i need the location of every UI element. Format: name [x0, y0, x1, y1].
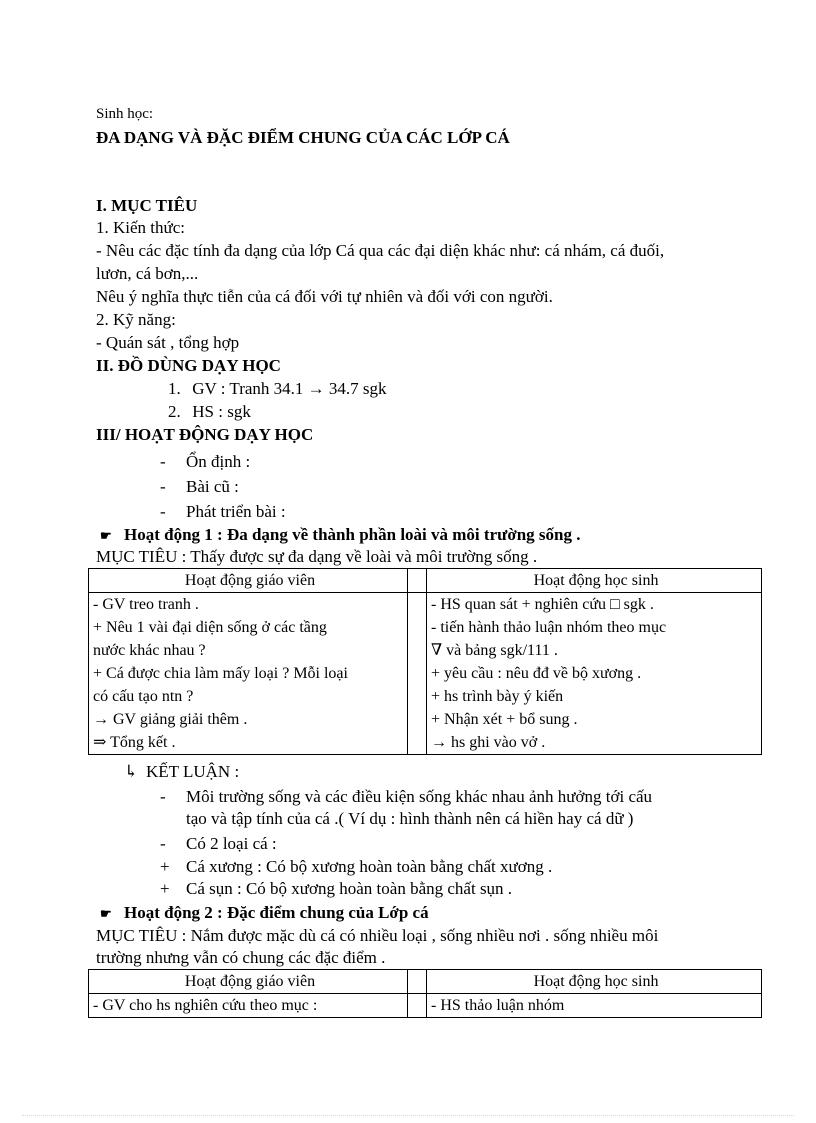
teacher-activities-cell [89, 593, 408, 755]
conclusion-label [124, 762, 239, 782]
table-header-row [89, 970, 762, 994]
knowledge-line: lươn, cá bơn,... [96, 264, 199, 283]
conclusion-item [160, 857, 552, 877]
materials-item [168, 379, 387, 399]
section-objectives-heading: I. MỤC TIÊU [96, 196, 198, 215]
spacer-column [408, 569, 427, 593]
activity1-heading-text: Hoạt động 1 : Đa dạng về thành phần loài và môi trường sống . [124, 525, 581, 544]
activities-item: - Phát triển bài : [160, 502, 286, 521]
materials-item [168, 402, 251, 422]
activities-item-text: Bài cũ : [186, 477, 239, 496]
conclusion-item-text: Có 2 loại cá : [186, 834, 277, 853]
student-column-header: Hoạt động học sinh [427, 569, 762, 593]
conclusion-item-text: Môi trường sống và các điều kiện sống khác nhau ảnh hưởng tới cấu [186, 787, 653, 806]
activity1-table [88, 568, 762, 755]
table-header-row [89, 569, 762, 593]
subject-label: Sinh học: [96, 106, 154, 122]
cell-line: + yêu cầu : nêu đđ về bộ xương . [431, 665, 642, 682]
conclusion-item [160, 834, 277, 854]
cell-line: ⇒ Tổng kết . [93, 734, 176, 751]
activity2-table [88, 969, 762, 1018]
cell-line: - HS thảo luận nhóm [431, 997, 565, 1014]
spacer-cell [408, 593, 427, 755]
cell-line: → hs ghi vào vở . [431, 734, 546, 751]
item-mark: + [160, 879, 170, 898]
activity2-objective: trường nhưng vẫn có chung các đặc điểm . [96, 948, 386, 967]
cell-line: → GV giảng giải thêm . [93, 711, 248, 728]
cell-line: ∇ và bảng sgk/111 . [431, 642, 558, 659]
teacher-column-header: Hoạt động giáo viên [89, 970, 408, 994]
student-activities-cell [427, 593, 762, 755]
activity2-objective: MỤC TIÊU : Nắm được mặc dù cá có nhiều loại , sống nhiều nơi . sống nhiều môi [96, 926, 659, 945]
spacer-cell [408, 994, 427, 1018]
cell-line: + Nhận xét + bổ sung . [431, 711, 578, 728]
skills-item: - Quán sát , tổng hợp [96, 333, 240, 352]
materials-item-number: 1. [168, 379, 181, 398]
table-row [89, 593, 762, 755]
materials-item-number: 2. [168, 402, 181, 421]
student-column-header: Hoạt động học sinh [427, 970, 762, 994]
conclusion-item-text: Cá sụn : Có bộ xương hoàn toàn bằng chất sụn . [186, 879, 513, 898]
activity2-heading [100, 903, 429, 923]
activity1-heading [100, 525, 581, 545]
page-bottom-divider [22, 1115, 794, 1116]
section-activities-heading: III/ HOẠT ĐỘNG DẠY HỌC [96, 425, 314, 444]
skills-label: 2. Kỹ năng: [96, 310, 176, 329]
cell-line: + hs trình bày ý kiến [431, 688, 564, 705]
cell-line: - tiến hành thảo luận nhóm theo mục [431, 619, 667, 636]
teacher-activities-cell [89, 994, 408, 1018]
activity2-heading-text: Hoạt động 2 : Đặc điểm chung của Lớp cá [124, 903, 429, 922]
materials-item-text: GV : Tranh 34.1 → 34.7 sgk [192, 379, 387, 398]
page-title: ĐA DẠNG VÀ ĐẶC ĐIỂM CHUNG CỦA CÁC LỚP CÁ [96, 128, 510, 147]
section-materials-heading: II. ĐỒ DÙNG DẠY HỌC [96, 356, 281, 375]
conclusion-item-text: Cá xương : Có bộ xương hoàn toàn bằng chất xương . [186, 857, 553, 876]
item-mark: + [160, 857, 170, 876]
activities-item: - Ổn định : [160, 452, 251, 471]
activities-item: - Bài cũ : [160, 477, 239, 496]
hooked-arrow-icon: ↳ [124, 762, 139, 781]
cell-line: nước khác nhau ? [93, 642, 206, 659]
knowledge-line: Nêu ý nghĩa thực tiễn của cá đối với tự nhiên và đối với con người. [96, 287, 553, 306]
item-mark: - [160, 834, 166, 853]
cell-line: - HS quan sát + nghiên cứu □ sgk . [431, 596, 654, 613]
conclusion-item [160, 787, 652, 807]
teacher-column-header: Hoạt động giáo viên [89, 569, 408, 593]
materials-item-text: HS : sgk [192, 402, 251, 421]
cell-line: - GV cho hs nghiên cứu theo mục : [93, 997, 318, 1014]
student-activities-cell [427, 994, 762, 1018]
activities-item-text: Phát triển bài : [186, 502, 286, 521]
cell-line: - GV treo tranh . [93, 596, 199, 613]
pointing-hand-icon: ☛ [100, 528, 112, 543]
cell-line: + Cá được chia làm mấy loại ? Mỗi loại [93, 665, 348, 682]
cell-line: + Nêu 1 vài đại diện sống ở các tầng [93, 619, 327, 636]
spacer-column [408, 970, 427, 994]
conclusion-item-continuation: tạo và tập tính của cá .( Ví dụ : hình thành nên cá hiền hay cá dữ ) [186, 809, 634, 828]
conclusion-item [160, 879, 512, 899]
cell-line: có cấu tạo ntn ? [93, 688, 194, 705]
item-mark: - [160, 787, 166, 806]
pointing-hand-icon: ☛ [100, 906, 112, 921]
knowledge-label: 1. Kiến thức: [96, 218, 186, 237]
table-row [89, 994, 762, 1018]
activities-item-text: Ổn định : [186, 452, 251, 471]
conclusion-label-text: KẾT LUẬN : [146, 762, 240, 781]
knowledge-line: - Nêu các đặc tính đa dạng của lớp Cá qua các đại diện khác như: cá nhám, cá đuối, [96, 241, 665, 260]
activity1-objective: MỤC TIÊU : Thấy được sự đa dạng về loài và môi trường sống . [96, 547, 538, 566]
